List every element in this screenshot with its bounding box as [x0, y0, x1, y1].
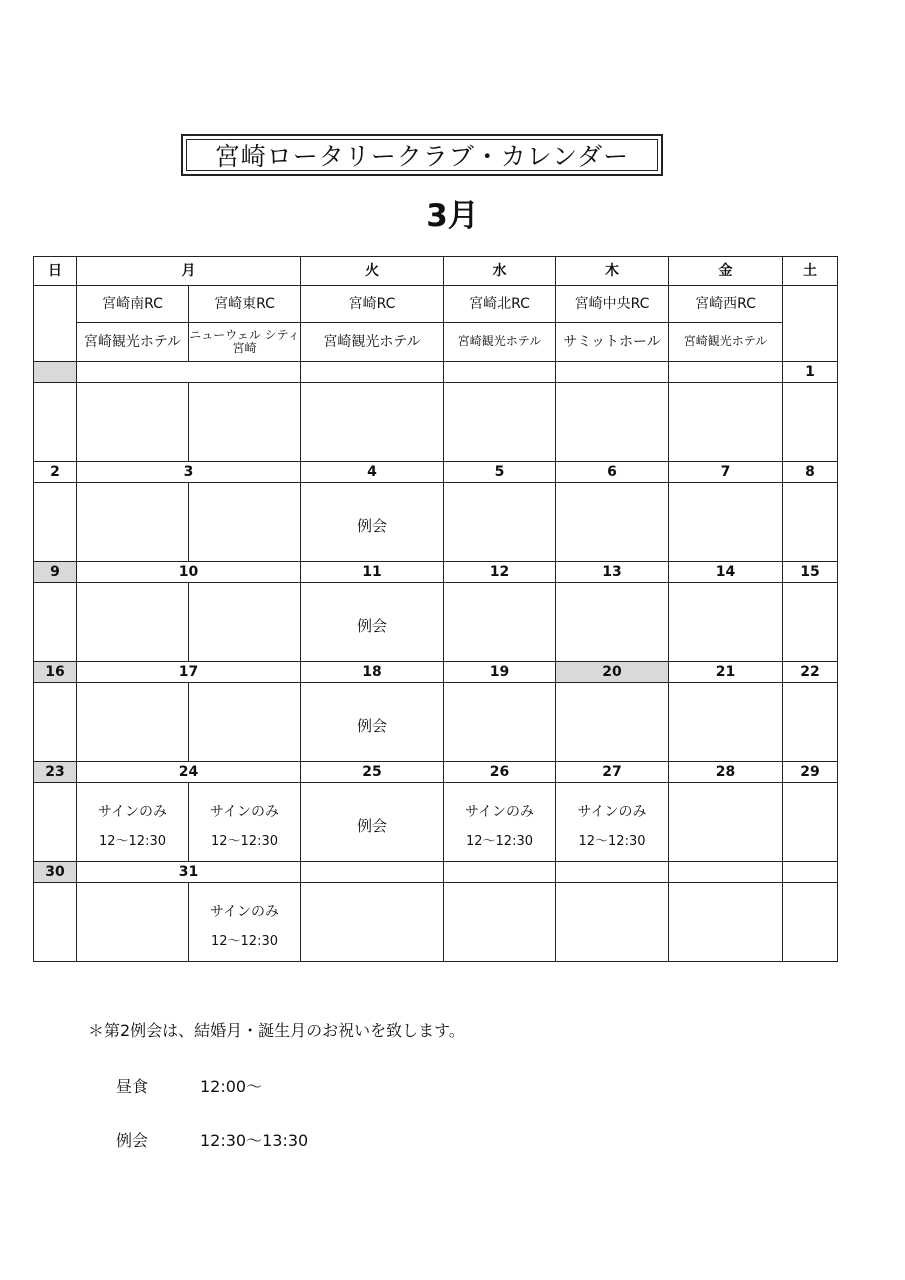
sign-time: 12〜12:30	[465, 833, 533, 849]
date-fri: 7	[669, 462, 783, 483]
title-box	[181, 134, 663, 176]
meeting-label: 例会	[356, 817, 387, 836]
club-venue: ニューウェル シティ宮崎	[189, 323, 301, 362]
sign-time: 12〜12:30	[210, 833, 278, 849]
sign-only-label: サインのみ	[577, 804, 647, 821]
club-name: 宮崎北RC	[444, 286, 556, 323]
club-name: 宮崎南RC	[77, 286, 189, 323]
date-row	[34, 462, 838, 483]
event-cell	[444, 483, 556, 562]
event-cell	[669, 783, 783, 862]
date-sat: 8	[783, 462, 838, 483]
event-row	[34, 483, 838, 562]
event-cell	[669, 383, 783, 462]
event-cell	[301, 383, 444, 462]
event-cell	[77, 783, 189, 862]
event-cell	[669, 483, 783, 562]
date-tue: 4	[301, 462, 444, 483]
weekday-wed: 水	[444, 257, 556, 286]
date-thu	[556, 362, 669, 383]
event-cell	[189, 883, 301, 962]
date-fri: 28	[669, 762, 783, 783]
club-name: 宮崎RC	[301, 286, 444, 323]
date-row	[34, 862, 838, 883]
club-venue: 宮崎観光ホテル	[77, 323, 189, 362]
date-thu: 13	[556, 562, 669, 583]
meeting-label: 例会	[356, 517, 387, 536]
month-heading: 3月	[426, 198, 479, 234]
calendar-title: 宮崎ロータリークラブ・カレンダー	[186, 139, 658, 171]
event-row	[34, 683, 838, 762]
event-cell	[34, 683, 77, 762]
date-sat: 22	[783, 662, 838, 683]
date-wed	[444, 862, 556, 883]
event-cell	[77, 683, 189, 762]
event-cell	[301, 583, 444, 662]
club-venue-row	[34, 323, 838, 362]
date-sun: 30	[34, 862, 77, 883]
club-venue: 宮崎観光ホテル	[301, 323, 444, 362]
date-thu	[556, 862, 669, 883]
event-cell	[556, 583, 669, 662]
event-cell	[34, 883, 77, 962]
weekday-thu: 木	[556, 257, 669, 286]
event-cell	[189, 383, 301, 462]
date-mon: 17	[77, 662, 301, 683]
event-cell	[77, 483, 189, 562]
meeting-label: 例会	[356, 717, 387, 736]
date-wed	[444, 362, 556, 383]
event-cell	[669, 683, 783, 762]
event-row	[34, 883, 838, 962]
event-cell	[77, 583, 189, 662]
date-mon	[77, 362, 301, 383]
date-fri	[669, 862, 783, 883]
event-cell	[301, 483, 444, 562]
event-cell	[189, 783, 301, 862]
date-fri: 21	[669, 662, 783, 683]
club-blank-cell	[783, 286, 838, 362]
event-row	[34, 383, 838, 462]
event-cell	[189, 483, 301, 562]
event-cell	[34, 583, 77, 662]
date-sun: 9	[34, 562, 77, 583]
event-cell	[34, 483, 77, 562]
date-wed: 5	[444, 462, 556, 483]
date-wed: 12	[444, 562, 556, 583]
date-mon: 3	[77, 462, 301, 483]
date-fri	[669, 362, 783, 383]
club-venue: サミットホール	[556, 323, 669, 362]
club-venue: 宮崎観光ホテル	[669, 323, 783, 362]
date-sat: 15	[783, 562, 838, 583]
weekday-sun: 日	[34, 257, 77, 286]
date-mon: 24	[77, 762, 301, 783]
date-sun: 16	[34, 662, 77, 683]
event-cell	[444, 583, 556, 662]
schedule-meeting	[116, 1128, 308, 1151]
event-cell	[444, 783, 556, 862]
schedule-time: 12:30〜13:30	[200, 1131, 309, 1150]
date-tue: 11	[301, 562, 444, 583]
event-cell	[556, 483, 669, 562]
schedule-lunch	[116, 1074, 262, 1097]
event-cell	[77, 883, 189, 962]
weekday-sat: 土	[783, 257, 838, 286]
date-sat: 29	[783, 762, 838, 783]
weekday-header-row	[34, 257, 838, 286]
event-cell	[189, 583, 301, 662]
club-venue: 宮崎観光ホテル	[444, 323, 556, 362]
sign-only-label: サインのみ	[209, 904, 280, 921]
event-cell	[301, 883, 444, 962]
date-sun: 23	[34, 762, 77, 783]
celebration-note: ＊第2例会は、結婚月・誕生月のお祝いを致します。	[88, 1021, 465, 1040]
event-cell	[34, 783, 77, 862]
event-cell	[783, 883, 838, 962]
schedule-time: 12:00〜	[200, 1077, 263, 1096]
date-thu: 6	[556, 462, 669, 483]
event-row	[34, 783, 838, 862]
weekday-mon: 月	[77, 257, 301, 286]
event-cell	[783, 783, 838, 862]
event-cell	[444, 683, 556, 762]
date-tue: 18	[301, 662, 444, 683]
date-row	[34, 562, 838, 583]
date-wed: 26	[444, 762, 556, 783]
event-cell	[34, 383, 77, 462]
date-fri: 14	[669, 562, 783, 583]
event-cell	[669, 883, 783, 962]
date-sun: 2	[34, 462, 77, 483]
weekday-tue: 火	[301, 257, 444, 286]
date-sat: 1	[783, 362, 838, 383]
date-mon: 31	[77, 862, 301, 883]
event-cell	[444, 883, 556, 962]
club-blank-cell	[34, 286, 77, 362]
event-cell	[783, 583, 838, 662]
sign-time: 12〜12:30	[98, 833, 166, 849]
event-cell	[783, 683, 838, 762]
date-tue: 25	[301, 762, 444, 783]
club-name-row	[34, 286, 838, 323]
event-cell	[301, 683, 444, 762]
date-mon: 10	[77, 562, 301, 583]
schedule-label: 昼食	[116, 1077, 149, 1096]
schedule-label: 例会	[116, 1131, 149, 1150]
event-cell	[189, 683, 301, 762]
club-name: 宮崎東RC	[189, 286, 301, 323]
date-row	[34, 362, 838, 383]
event-cell	[783, 483, 838, 562]
date-row	[34, 762, 838, 783]
event-cell	[77, 383, 189, 462]
date-tue	[301, 862, 444, 883]
sign-time: 12〜12:30	[210, 933, 278, 949]
meeting-label: 例会	[356, 617, 387, 636]
event-cell	[556, 883, 669, 962]
event-cell	[556, 783, 669, 862]
event-cell	[556, 683, 669, 762]
weekday-fri: 金	[669, 257, 783, 286]
date-sun	[34, 362, 77, 383]
event-cell	[444, 383, 556, 462]
event-cell	[301, 783, 444, 862]
club-name: 宮崎西RC	[669, 286, 783, 323]
sign-only-label: サインのみ	[464, 804, 535, 821]
date-row	[34, 662, 838, 683]
date-wed: 19	[444, 662, 556, 683]
club-name: 宮崎中央RC	[556, 286, 669, 323]
date-thu: 20	[556, 662, 669, 683]
calendar-table	[33, 256, 838, 962]
sign-time: 12〜12:30	[578, 833, 646, 849]
date-tue	[301, 362, 444, 383]
event-cell	[669, 583, 783, 662]
event-cell	[783, 383, 838, 462]
date-sat	[783, 862, 838, 883]
sign-only-label: サインのみ	[97, 804, 168, 821]
date-thu: 27	[556, 762, 669, 783]
sign-only-label: サインのみ	[209, 804, 280, 821]
event-row	[34, 583, 838, 662]
event-cell	[556, 383, 669, 462]
